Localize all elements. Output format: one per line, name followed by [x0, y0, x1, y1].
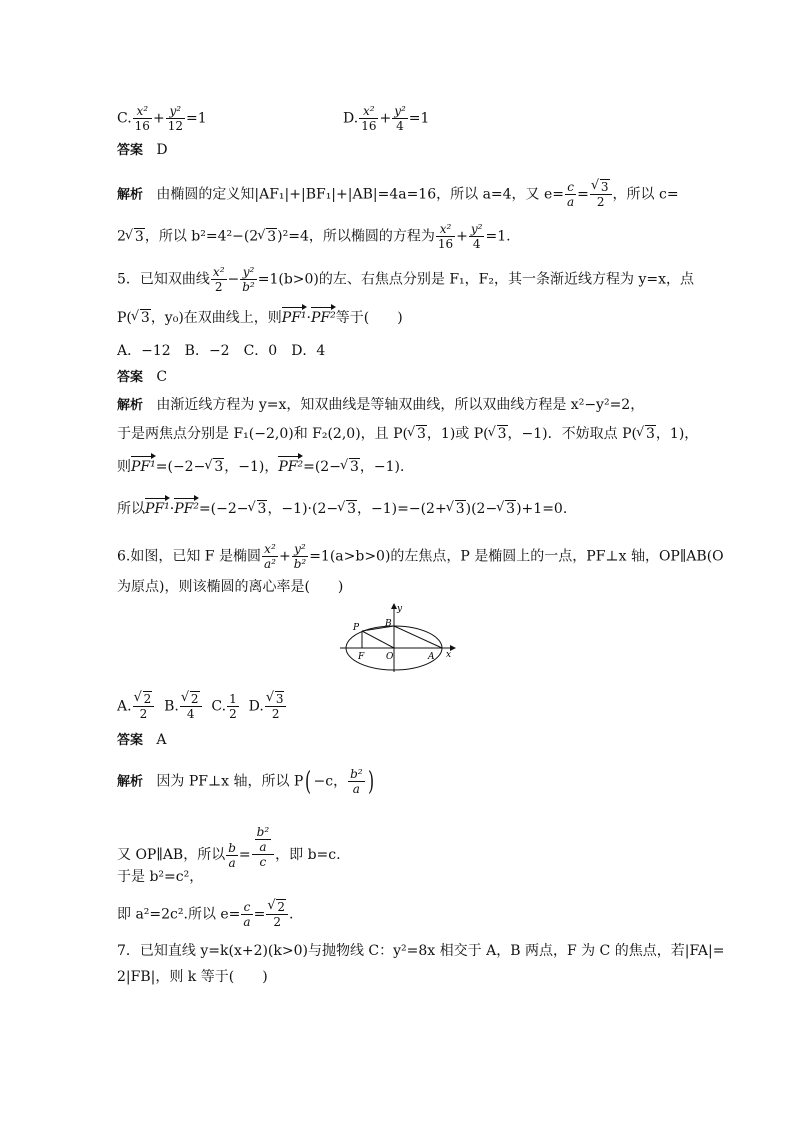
radicand: 3 [645, 426, 655, 442]
q6-stem-line2 [117, 578, 343, 596]
equals: = [253, 906, 266, 923]
text: 由椭圆的定义知|AF₁|+|BF₁|+|AB|=4a=16，所以 a=4，又 e= [156, 186, 565, 203]
fraction [436, 222, 455, 251]
sqrt [338, 500, 357, 518]
radicand: 3 [134, 228, 144, 245]
numerator: c [565, 180, 576, 195]
numerator: x² [359, 104, 378, 119]
denominator: 16 [134, 119, 150, 133]
q6-analysis-line3 [117, 868, 203, 886]
denominator: a [243, 915, 251, 929]
label-f: F [358, 652, 365, 662]
fraction [211, 265, 227, 294]
q5-analysis-line2 [117, 425, 698, 443]
q6-options [117, 692, 287, 721]
fraction [241, 900, 252, 929]
radicand: 3 [275, 692, 284, 706]
answer-label: 答案 [117, 143, 144, 158]
q4-analysis-line1 [117, 180, 679, 209]
text: ，y₀)在双曲线上，则 [150, 310, 282, 326]
option-d-prefix: D. [343, 110, 359, 127]
denominator: 2 [596, 195, 605, 209]
text: =(2− [303, 459, 341, 475]
text: ，−1)=−(2+ [357, 501, 447, 517]
radicand: 3 [267, 228, 277, 245]
text: =1(b>0)的左、右焦点分别是 F₁，F₂，其一条渐近线方程为 y=x，点 [257, 271, 694, 288]
denominator: 4 [396, 119, 404, 133]
answer-value: A [156, 732, 167, 748]
label-o: O [386, 652, 394, 662]
numerator: b [228, 840, 236, 855]
sqrt [182, 692, 200, 706]
text: ，即 b=c. [275, 847, 341, 863]
vector: PF¹ [281, 310, 307, 326]
answer-value: C [156, 369, 168, 385]
denominator: a² [263, 557, 276, 571]
denominator: 2 [214, 280, 223, 294]
radicand: 3 [214, 459, 224, 475]
compound-fraction [252, 825, 275, 869]
numerator: b² [350, 767, 363, 781]
option-d-prefix: D. [248, 698, 264, 715]
text: 于是 b²=c²， [117, 869, 204, 885]
fraction [262, 542, 278, 571]
sqrt [489, 425, 508, 443]
radicand: 3 [257, 501, 267, 517]
fraction [348, 767, 365, 796]
denominator: 2 [229, 707, 237, 721]
operator: − [227, 271, 240, 288]
analysis-label: 解析 [117, 774, 144, 790]
denominator: 2 [271, 707, 280, 721]
text: ，所以 c= [612, 186, 679, 203]
q5-options [117, 342, 325, 360]
q4-analysis-line2 [117, 222, 511, 251]
sqrt [447, 500, 466, 518]
vector: PF² [311, 310, 336, 326]
q5-stem-line2 [117, 309, 403, 327]
denominator: 16 [361, 119, 377, 133]
q5-answer [117, 368, 167, 387]
text: 所以 [117, 501, 145, 517]
radicand: 2 [190, 692, 199, 706]
text: 于是两焦点分别是 F₁(−2,0)和 F₂(2,0)，且 P( [117, 426, 408, 442]
analysis-label: 解析 [117, 187, 144, 203]
fraction [392, 104, 408, 133]
label-b: B [385, 619, 392, 629]
label-y: y [397, 604, 403, 614]
sqrt [497, 500, 516, 518]
numerator: y² [470, 222, 483, 236]
q5-analysis-line1 [117, 396, 644, 415]
option-c [117, 104, 207, 133]
text: 5．已知双曲线 [117, 271, 210, 288]
text: ，1)， [655, 426, 699, 442]
denominator: 4 [186, 707, 195, 721]
fraction [565, 180, 576, 209]
text: −c， [313, 773, 348, 790]
ellipse-figure [338, 602, 458, 674]
text: 由渐近线方程为 y=x，知双曲线是等轴双曲线，所以双曲线方程是 x²−y²=2， [156, 397, 645, 413]
option-c-prefix: C. [117, 110, 132, 127]
text: 因为 PF⊥x 轴，所以 P [156, 773, 304, 790]
text: 等于( ) [335, 310, 403, 326]
fraction [166, 104, 185, 133]
fraction [292, 542, 309, 571]
paren-open: ( [305, 766, 312, 797]
denominator: b² [293, 557, 307, 571]
radicand: 3 [506, 501, 516, 517]
numerator: x² [212, 265, 225, 279]
label-p: P [353, 623, 360, 633]
label-a: A [428, 652, 435, 662]
sqrt [267, 692, 285, 706]
text: ，−1)， [224, 459, 279, 475]
radicand: 2 [277, 900, 285, 914]
equals: = [238, 847, 251, 863]
denominator: b² [242, 280, 255, 294]
fraction [359, 104, 378, 133]
radicand: 2 [143, 692, 152, 706]
equals: =1 [408, 110, 430, 127]
numerator: y² [394, 104, 406, 118]
text: 即 a²=2c².所以 e= [117, 906, 241, 923]
answer-label: 答案 [117, 733, 144, 748]
option-c-prefix: C. [211, 698, 227, 715]
text: 又 OP∥AB，所以 [117, 847, 226, 863]
q7-stem-line2 [117, 968, 268, 986]
sqrt [637, 425, 656, 443]
equals: = [577, 186, 589, 203]
text: ，−1)． [359, 459, 414, 475]
sqrt [258, 228, 277, 246]
vector: PF² [174, 501, 199, 517]
label-x: x [446, 650, 452, 660]
sqrt [408, 425, 427, 443]
answer-label: 答案 [117, 370, 144, 385]
q7-stem-line1 [117, 942, 725, 960]
fraction [226, 841, 238, 870]
sqrt [132, 309, 151, 327]
vector: PF² [278, 459, 304, 475]
text: . [288, 906, 294, 923]
sqrt [268, 900, 286, 914]
numerator: c [241, 900, 252, 915]
radicand: 3 [417, 426, 426, 442]
numerator: y² [240, 265, 257, 280]
operator: · [306, 310, 311, 326]
text: 2 [117, 228, 126, 245]
text: =(−2− [198, 501, 249, 517]
text: =(−2− [155, 459, 206, 475]
text: ，所以 b²=4²−(2 [144, 228, 259, 245]
denominator: 2 [273, 915, 281, 929]
text: 7．已知直线 y=k(x+2)(k>0)与抛物线 C：y²=8x 相交于 A，B 两点，F 为 C 的焦点，若|FA|= [117, 943, 725, 959]
text: 则 [117, 459, 131, 475]
vector: PF¹ [145, 501, 170, 517]
segment-op [362, 631, 394, 648]
option-a-prefix: A. [117, 698, 132, 715]
numerator: b² [256, 825, 270, 839]
text: 为原点)，则该椭圆的离心率是( ) [117, 579, 344, 595]
radicand: 3 [140, 310, 150, 326]
fraction [227, 692, 239, 721]
fraction [469, 222, 485, 251]
text: ，−1)．不妨取点 P( [507, 426, 637, 442]
sqrt [135, 692, 153, 706]
radicand: 3 [455, 501, 465, 517]
option-b-prefix: B. [164, 698, 179, 715]
operator: + [456, 228, 468, 245]
q6-analysis-line4 [117, 900, 293, 929]
operator: + [278, 548, 291, 565]
numerator: y² [292, 542, 309, 557]
numerator: 1 [229, 692, 237, 706]
q5-analysis-line3 [117, 458, 414, 476]
vector: PF¹ [131, 459, 156, 475]
radicand: 3 [600, 180, 609, 194]
text: P( [117, 310, 132, 326]
fraction [255, 825, 272, 854]
numerator: x² [262, 542, 278, 557]
operator: + [152, 110, 165, 127]
denominator: a [259, 840, 267, 854]
fraction [265, 692, 287, 721]
radicand: 3 [349, 459, 359, 475]
answer-value: D [156, 142, 168, 158]
equals: =1 [185, 110, 207, 127]
text: )(2− [465, 501, 498, 517]
q4-answer [117, 141, 168, 160]
operator: + [379, 110, 392, 127]
operator: · [169, 501, 175, 517]
numerator: y² [166, 104, 185, 119]
numerator: x² [133, 104, 152, 119]
denominator: 4 [472, 237, 481, 251]
fraction [266, 900, 288, 929]
text: =1. [485, 228, 511, 245]
radicand: 3 [347, 501, 357, 517]
text: 2|FB|，则 k 等于( ) [117, 969, 268, 985]
sqrt [126, 228, 145, 246]
text: =1(a>b>0)的左焦点，P 是椭圆上的一点，PF⊥x 轴，OP∥AB(O [309, 548, 724, 565]
text: )+1=0. [516, 501, 568, 517]
sqrt [592, 180, 610, 194]
paren-close: ) [367, 766, 374, 797]
q5-stem-line1 [117, 265, 694, 294]
denominator: a [567, 195, 575, 209]
text: ，−1)·(2− [267, 501, 339, 517]
fraction [133, 104, 152, 133]
denominator: 2 [139, 707, 148, 721]
q5-analysis-line4 [117, 500, 567, 518]
text: )²=4，所以椭圆的方程为 [277, 228, 435, 245]
q6-stem-line1 [117, 542, 724, 571]
text: 6.如图，已知 F 是椭圆 [117, 548, 261, 565]
denominator: a [228, 855, 236, 870]
denominator: c [259, 855, 267, 869]
fraction [133, 692, 155, 721]
sqrt [341, 458, 360, 476]
denominator: a [352, 782, 360, 796]
q6-answer [117, 731, 167, 750]
fraction [180, 692, 202, 721]
option-d [343, 104, 429, 133]
fraction [590, 180, 612, 209]
q6-analysis-line1 [117, 767, 376, 796]
radicand: 3 [497, 426, 507, 442]
denominator: 12 [167, 119, 183, 133]
fraction [240, 265, 257, 294]
sqrt [249, 500, 268, 518]
sqrt [205, 458, 224, 476]
numerator: x² [436, 222, 455, 237]
options-text: A．−12 B．−2 C．0 D．4 [117, 343, 326, 359]
analysis-label: 解析 [117, 398, 144, 413]
denominator: 16 [437, 237, 454, 251]
text: ，1)或 P( [426, 426, 489, 442]
